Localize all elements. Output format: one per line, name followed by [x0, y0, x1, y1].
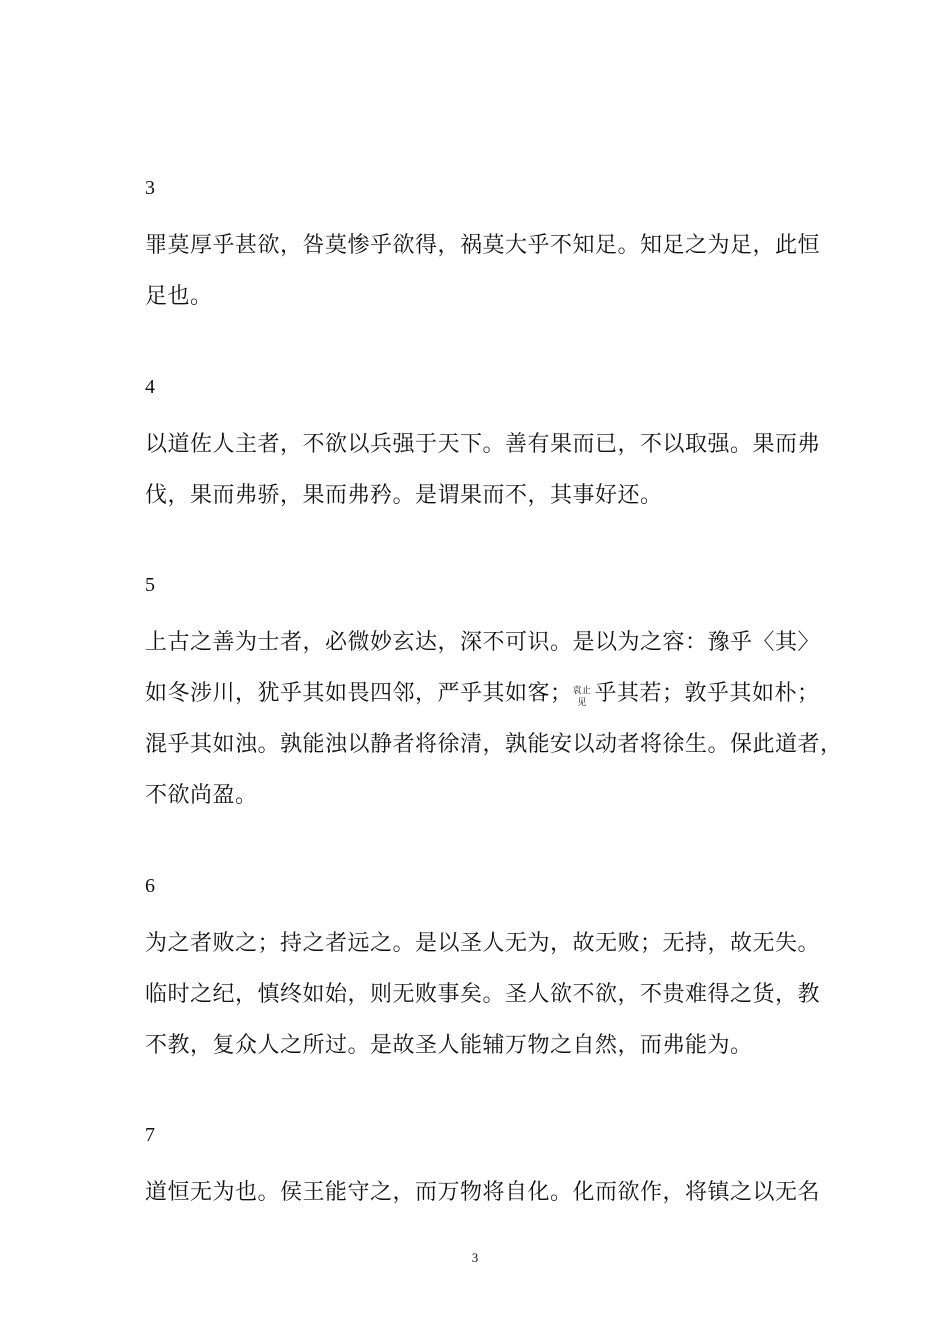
- section-6: [145, 874, 821, 1071]
- text-line: 上古之善为士者，必微妙玄达，深不可识。是以为之容：豫乎〈其〉: [145, 630, 821, 655]
- text-line: 罪莫厚乎甚欲，咎莫惨乎欲得，祸莫大乎不知足。知足之为足，此恒: [145, 233, 821, 258]
- text-line: 以道佐人主者，不欲以兵强于天下。善有果而已，不以取强。果而弗: [145, 432, 821, 457]
- section-5: [145, 573, 843, 821]
- text-line: 足也。: [145, 284, 213, 309]
- text-line: 道恒无为也。侯王能守之，而万物将自化。化而欲作，将镇之以无名: [145, 1180, 821, 1205]
- page-number-footer: 3: [471, 1250, 479, 1265]
- glyph-component-bottom: 见: [577, 698, 588, 708]
- text-line: 不欲尚盈。: [145, 783, 258, 808]
- section-3: [145, 176, 821, 322]
- text-run: 乎其若；敦乎其如朴；: [594, 681, 820, 706]
- section-4: [145, 375, 821, 521]
- section-number: 7: [145, 1124, 155, 1146]
- section-text: [145, 918, 821, 1071]
- section-text: [145, 220, 821, 322]
- section-number: 4: [145, 376, 155, 398]
- text-line: 为之者败之；持之者远之。是以圣人无为，故无败；无持，故无失。: [145, 931, 821, 956]
- composite-character-glyph: [573, 674, 595, 714]
- section-text: [145, 419, 821, 521]
- section-number: 5: [145, 574, 155, 596]
- text-line: 混乎其如浊。孰能浊以静者将徐清，孰能安以动者将徐生。保此道者，: [145, 732, 843, 757]
- text-line: 临时之纪，慎终如始，则无败事矣。圣人欲不欲，不贵难得之货，教: [145, 982, 821, 1007]
- text-line: 伐，果而弗骄，果而弗矜。是谓果而不，其事好还。: [145, 483, 663, 508]
- section-text: [145, 617, 843, 821]
- glyph-component-top: 袁止: [572, 686, 592, 696]
- section-number: 3: [145, 177, 155, 199]
- section-7: [145, 1123, 821, 1218]
- text-line: 不教，复众人之所过。是故圣人能辅万物之自然，而弗能为。: [145, 1033, 753, 1058]
- text-run: 如冬涉川，犹乎其如畏四邻，严乎其如客；: [145, 681, 573, 706]
- section-text: [145, 1167, 821, 1218]
- text-line-with-rare-glyph: [145, 668, 820, 719]
- section-number: 6: [145, 875, 155, 897]
